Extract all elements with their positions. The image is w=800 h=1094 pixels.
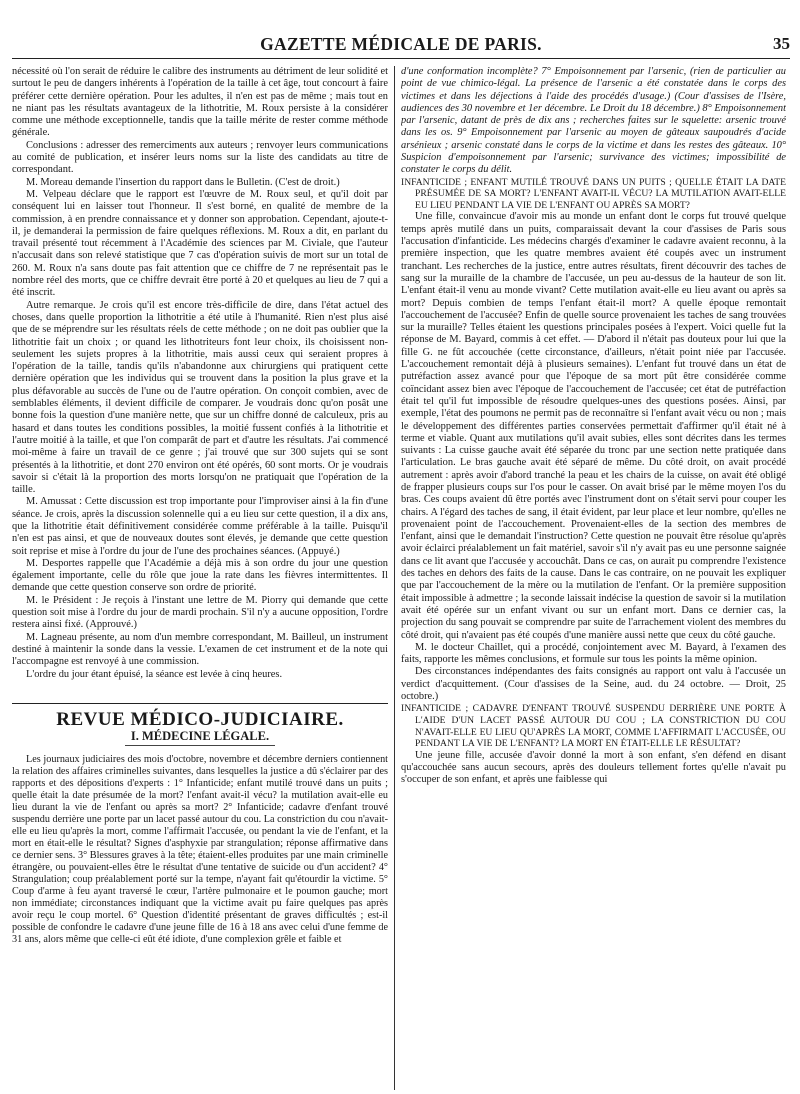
paragraph: M. le docteur Chaillet, qui a procédé, conjointement avec M. Bayard, à l'examen des faits, rapporte les mêmes conclusions, et formule sur tous les points la même opinion. xyxy=(401,641,786,666)
paragraph: M. Desportes rappelle que l'Académie a déjà mis à son ordre du jour une question également importante, celle du rôle que joue la rate dans les fièvres intermittentes. Il demande que cette question conserve son ordre de priorité. xyxy=(12,557,388,594)
paragraph: Une fille, convaincue d'avoir mis au monde un enfant dont le corps fut trouvé quelque temps après mutilé dans un puits, comparaissait devant la cour d'assises de Paris sous l'accusation d'infanticide. Les médecins chargés d'examiner le cadavre avaient reconnu, à la première inspection, que les quatre membres avaient été coupés avec un instrument tranchant. Les recherches de la justice, entre autres résultats, firent découvrir des taches de sang sur la muraille de la chambre de l'accusée, un peu au-dessus de la hauteur de son lit. L'enfant était-il venu au monde vivant? Cette mutilation avait-elle eu lieu avant ou après sa mort? Depuis combien de temps l'enfant était-il mort? A quelle époque remontait l'accouchement de l'accusée? Enfin de quelle source provenaient les taches de sang trouvées sur la muraille? Telles étaient les questions principales posées à l'expert. Voici quelle fut la réponse de M. Bayard, commis à cet effet. — D'abord il n'était pas douteux pour lui que la fille G. ne fût accouchée (cette circonstance, d'ailleurs, n'était point niée par l'accusée. L'accouchement remontait déjà à plusieurs semaines). L'enfant fut trouvé dans un état de putréfaction assez avancé pour que l'époque de sa mort pût être considérée comme coïncidant assez bien avec l'époque de l'accouchement de l'accusée; cet état de putréfaction était tel qu'il fut impossible de résoudre quelques-unes des questions posées. Ainsi, par exemple, l'état des poumons ne permit pas de reconnaître si l'enfant avait vécu ou non ; mais le développement des différentes parties conservées permettait d'affirmer qu'il était né à terme et viable. Quant aux mutilations qu'il avait subies, elles sont décrites dans les termes suivants : La cuisse gauche avait été séparée du tronc par une section nette pratiquée dans l'articulation. Le bras gauche avait été séparé de même. Du côté droit, on avait procédé autrement : après avoir d'abord tranché la peau et les chairs de la cuisse, on avait été obligé de frapper plusieurs coups sur l'os pour le casser. On avait brisé par le même moyen l'os du bras. Ces coups avaient dû être portés avec l'instrument dont on s'était servi pour couper les chairs. A l'égard des taches de sang, il était évident, par leur place et leur nombre, qu'elles ne provenaient point de l'accouchement. Provenaient-elles de la section des membres de l'enfant, ainsi que le demandait l'instruction? Cette question ne pouvait être résolue qu'après avoir éclairci préalablement un fait matériel, savoir s'il n'y avait pas eu une personne saignée dans ce lit avant que l'accusée y accouchât. Dans ce cas, on aurait pu comprendre l'existence des taches en dehors des faits de la cause. Dans le cas contraire, on ne pouvait les expliquer que par l'accouchement de la mère ou la mutilation de l'enfant. Or la première supposition était impossible à admettre ; la seconde laissait indécise la question de savoir si la mutilation avait été opérée sur un enfant vivant ou sur un enfant mort. Dans ce dernier cas, la projection du sang pouvait se comprendre par suite de l'arrachement violent des membres du côté droit, qui n'avaient pas été coupés d'une manière aussi nette que ceux du côté gauche. xyxy=(401,211,786,641)
case-heading: INFANTICIDE ; CADAVRE D'ENFANT TROUVÉ SUSPENDU DERRIÈRE UNE PORTE À L'AIDE D'UN LACET PASSÉ AUTOUR DU COU ; LA CONSTRICTION DU COU N'AVAIT-ELLE EU LIEU QU'APRÈS LA MORT, COMME L'AFFIRMAIT L'ACCUSÉE, OU PENDANT LA VIE DE L'ENFANT? LA MORT EN ÉTAIT-ELLE LE RÉSULTAT? xyxy=(401,703,786,750)
paragraph: M. Amussat : Cette discussion est trop importante pour l'improviser ainsi à la fin d'une séance. Je crois, après la discussion solennelle qui a eu lieu sur cette question, il a dix ans, que la lithotritie était définitivement considérée comme préférable à la taille. Puisqu'il n'en est pas ainsi, et que de nouveaux doutes sont élevés, je demande que cette question soit reprise et mise à l'ordre du jour de l'une des prochaines séances. (Appuyé.) xyxy=(12,496,388,557)
section-title: REVUE MÉDICO-JUDICIAIRE. xyxy=(12,703,388,726)
paragraph: Autre remarque. Je crois qu'il est encore très-difficile de dire, dans l'état actuel des choses, dans quelle proportion la lithotritie a été utile à l'humanité. Rien n'est plus aisé que de se méprendre sur les résultats réels de cette méthode ; on ne doit pas oublier que la lithotritie fait un choix ; or quand les lithotriteurs font leur choix, ils choisissent non-seulement les sujets propres à la lithotritie, mais aussi ceux qui seraient propres à l'opération de la taille, tandis qu'ils n'abandonne aux chirurgiens qui pratiquent cette dernière opération que les individus qui se trouvent dans la position la plus grave et la plus défavorable au succès de l'une ou de l'autre opération. On conçoit combien, avec de semblables éléments, il devient difficile de comparer. Je voudrais donc qu'on posât une bonne fois la question d'une manière nette, que sur un chiffre donné de calculeux, pris au hasard et dans toutes les conditions possibles, la moitié fussent confiés à la lithotritie et l'autre moitié à la taille, et que l'on comparât de part et d'autre les résultats. J'ai commencé moi-même à faire un travail de ce genre ; j'ai trouvé que sur 300 sujets qui se sont présentés à la lithotritie, et dont 270 environ ont été opérés, 60 sont morts. Or je voudrais savoir si c'était là la proportion des morts lorsqu'on ne pratiquait que l'opération de la taille. xyxy=(12,299,388,496)
paragraph: M. le Président : Je reçois à l'instant une lettre de M. Piorry qui demande que cette question soit mise à l'ordre du jour de mardi prochain. S'il n'y a aucune opposition, l'ordre restera ainsi fixé. (Approuvé.) xyxy=(12,594,388,631)
paragraph: d'une conformation incomplète? 7° Empoisonnement par l'arsenic, (rien de particulier au point de vue chimico-légal. La présence de l'arsenic a été constatée dans le corps des victimes et dans les déjections à l'aide des procédés d'usage.) (Cour d'assises de l'Isère, audiences des 30 novembre et 1er décembre. Le Droit du 18 décembre.) 8° Empoisonnement par l'arsenic, datant de près de dix ans ; recherches faites sur le squelette: arsenic trouvé dans les os. 9° Empoisonnement par l'arsenic au moyen de gâteaux saupoudrés d'acide arsénieux ; arsenic constaté dans le corps de la victime et dans les restes des gâteaux. 10° Suspicion d'empoisonnement par l'arsenic; survivance des victimes; impossibilité de constater le corps du délit. xyxy=(401,66,786,176)
paragraph: Une jeune fille, accusée d'avoir donné la mort à son enfant, s'en défend en disant qu'accouchée sans aucun secours, après des douleurs tellement fortes qu'elle n'avait pu s'occuper de son enfant, et après une faiblesse qui xyxy=(401,749,786,786)
journal-title: GAZETTE MÉDICALE DE PARIS. xyxy=(260,34,542,54)
paragraph: Des circonstances indépendantes des faits consignés au rapport ont valu à l'accusée un verdict d'acquittement. (Cour d'assises de la Seine, aud. du 24 octobre. — Droit, 25 octobre.) xyxy=(401,666,786,703)
paragraph: M. Lagneau présente, au nom d'un membre correspondant, M. Bailleul, un instrument destiné à maintenir la sonde dans la vessie. L'examen de cet instrument et de la note qui l'accompagne est renvoyé à une commission. xyxy=(12,631,388,668)
subsection-title: I. MÉDECINE LÉGALE. xyxy=(125,730,275,746)
paragraph: nécessité où l'on serait de réduire le calibre des instruments au détriment de leur solidité et surtout le peu de dangers inhérents à l'opération de la taille à cet âge, tout concourt à faire préférer cette dernière opération. Pour les adultes, il n'en est pas de même ; mais tout en ne niant pas les résultats avantageux de la lithotritie, M. Roux persiste à la considérer comme une méthode exceptionnelle, tandis que la taille mérite de rester comme méthode générale. xyxy=(12,66,388,139)
page-header xyxy=(12,30,790,59)
paragraph: M. Moreau demande l'insertion du rapport dans le Bulletin. (C'est de droit.) xyxy=(26,176,340,188)
paragraph: Les journaux judiciaires des mois d'octobre, novembre et décembre derniers contiennent la relation des affaires criminelles suivantes, dans lesquelles la justice a dû s'éclairer par des rapports et des dépositions d'experts : 1° Infanticide; enfant mutilé trouvé dans un puits ; quelle était la date présumée de la mort? l'enfant avait-il vécu? la mutilation avait-elle eu lieu durant la vie de l'enfant ou après sa mort? 2° Infanticide; cadavre d'enfant trouvé suspendu derrière une porte par un lacet passé autour du cou. La constriction du cou n'avait-elle eu lieu qu'après la mort, comme l'affirmait l'accusée, ou pendant la vie de l'enfant, et la mort en était-elle le résultat? Signes d'asphyxie par strangulation; réponse affirmative dans ce dernier sens. 3° Blessures graves à la tête; étaient-elles produites par une main criminelle étrangère, ou pouvaient-elles être le résultat d'une tentative de suicide ou d'un accident? 4° Strangulation; coup préalablement porté sur la tempe, n'ayant fait qu'étourdir la victime. 5° Coup d'arme à feu ayant traversé le cœur, l'artère pulmonaire et le poumon gauche; mort non immédiate; circonstances indiquant que la victime avait pu faire quelques pas après avoir reçu le coup mortel. 6° Question d'identité présentant de graves difficultés ; est-il possible de confondre le cadavre d'une jeune fille de 16 à 18 ans avec celui d'une femme de 31 ans, alors même que celle-ci eût été idiote, d'une complexion grêle et faible et xyxy=(12,754,388,946)
column-divider xyxy=(394,66,395,1090)
case-heading: INFANTICIDE ; ENFANT MUTILÉ TROUVÉ DANS UN PUITS ; QUELLE ÉTAIT LA DATE PRÉSUMÉE DE SA MORT? L'ENFANT AVAIT-IL VÉCU? LA MUTILATION AVAIT-ELLE EU LIEU PENDANT LA VIE DE L'ENFANT OU APRÈS SA MORT? xyxy=(401,176,786,211)
right-column xyxy=(401,66,786,1090)
paragraph: Conclusions : adresser des remerciments aux auteurs ; renvoyer leurs communications au comité de publication, et insérer leurs noms sur la liste des candidats au titre de correspondant. xyxy=(12,139,388,176)
paragraph: L'ordre du jour étant épuisé, la séance est levée à cinq heures. xyxy=(26,668,283,680)
paragraph: M. Velpeau déclare que le rapport est l'œuvre de M. Roux seul, et qu'il doit par conséquent lui en laisser tout l'honneur. Il s'est borné, en qualité de membre de la commission, à en prendre connaissance et y donner son approbation. Cependant, ajoute-t-il, je demanderai la permission de faire quelques réflexions. M. Roux a dit, en parlant du travail présenté tout récemment à l'Académie des sciences par M. Civiale, que l'auteur n'accusait dans son relevé statistique que 7 cas d'opération suivis de mort sur un total de 260. M. Roux n'a sans doute pas fait attention que ce chiffre de 7 ne représentait pas le nombre réel des morts, que ce chiffre devrait être porté à 20 et quelques au lieu de 7 qui a été inscrit. xyxy=(12,188,388,299)
left-column xyxy=(12,66,388,1090)
page-number: 35 xyxy=(773,34,790,53)
